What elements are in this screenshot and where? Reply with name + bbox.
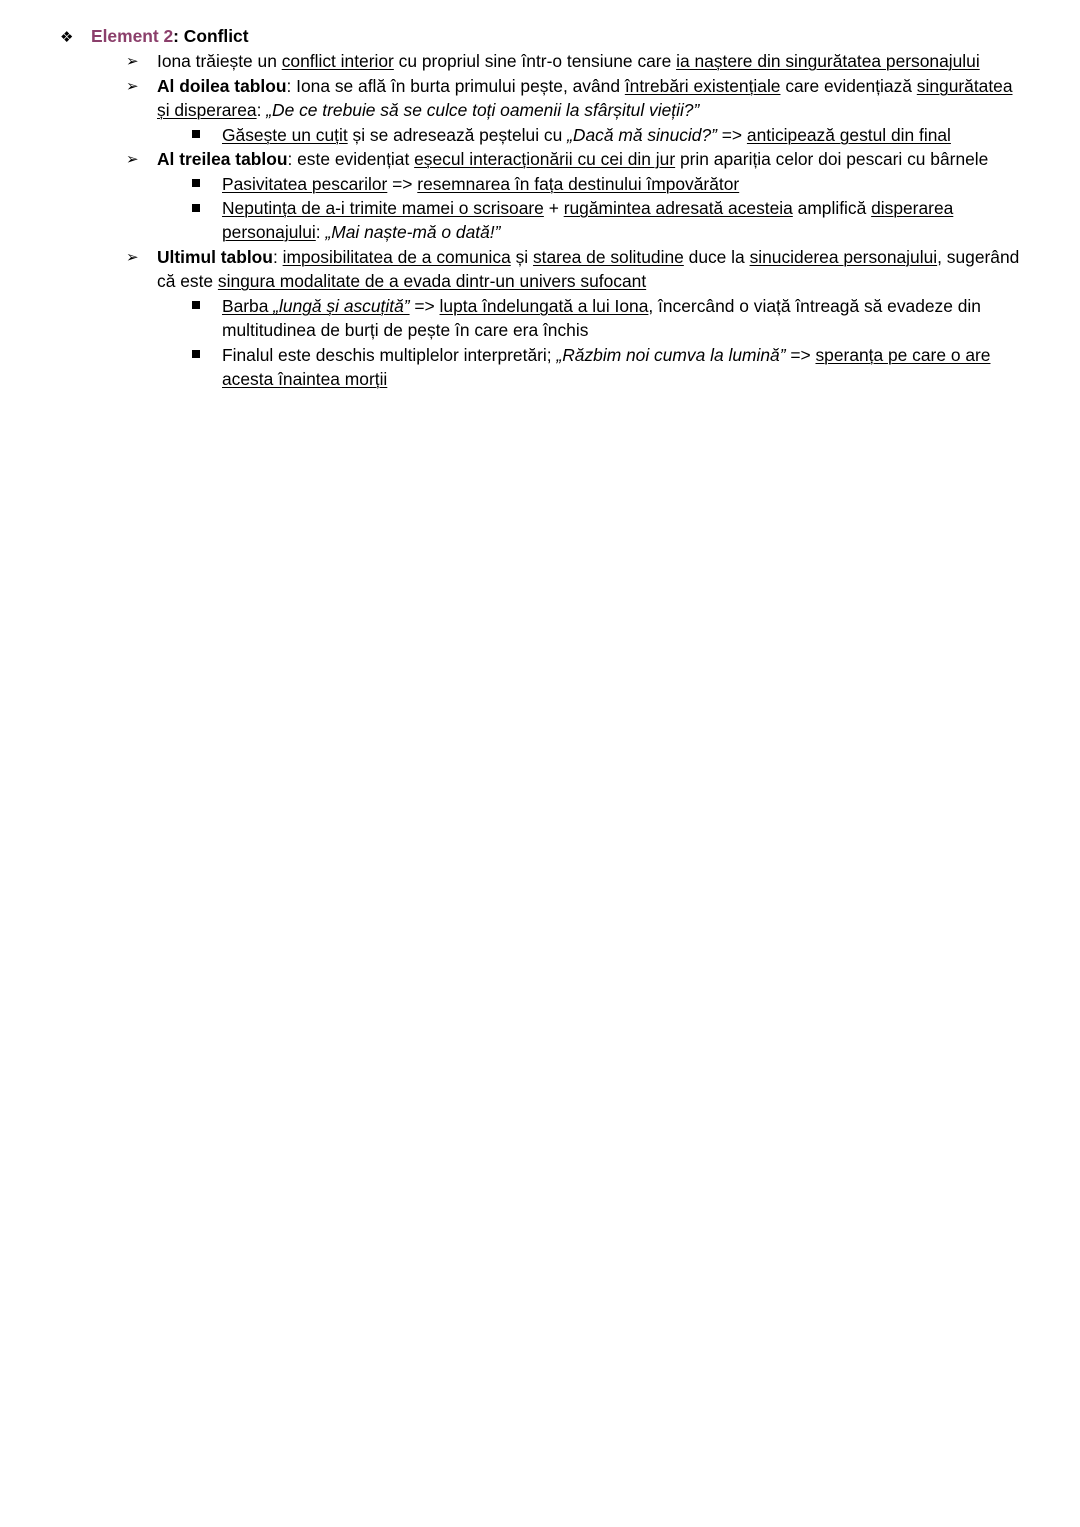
- text-run: =>: [716, 125, 747, 145]
- sub-list-item: [222, 343, 990, 367]
- underlined-phrase: Pasivitatea pescarilor: [222, 174, 388, 194]
- text-run: :: [272, 247, 283, 267]
- underlined-phrase: și disperarea: [157, 100, 257, 120]
- underlined-phrase: singurătatea: [916, 76, 1013, 96]
- text-run: , încercând o viață întreagă să evadeze din: [648, 296, 981, 316]
- square-bullet-icon: [192, 179, 200, 187]
- underlined-phrase: singura modalitate de a evada dintr-un univers sufocant: [217, 271, 647, 291]
- text-run: : este evidențiat: [287, 149, 415, 169]
- text-run: : Iona se află în burta primului pește, având: [286, 76, 625, 96]
- underlined-phrase: disperarea: [871, 198, 954, 218]
- quote: „lungă și ascuțită”: [273, 296, 410, 316]
- text-run: că este: [157, 271, 218, 291]
- section-title-rest: : Conflict: [173, 26, 249, 46]
- sub-list-item: [222, 294, 981, 318]
- underlined-phrase: resemnarea în fața destinului împovărător: [417, 174, 740, 194]
- sub-list-item: [222, 123, 951, 147]
- underlined-phrase: Găsește un cuțit: [222, 125, 348, 145]
- underlined-phrase: Neputința de a-i trimite mamei o scrisoare: [222, 198, 544, 218]
- square-bullet-icon: [192, 130, 200, 138]
- diamond-bullet-icon: ❖: [60, 29, 74, 46]
- sub-list-item-continuation: [222, 318, 588, 342]
- list-item: [157, 245, 1019, 269]
- section-title-accent: Element 2: [91, 26, 174, 46]
- underlined-phrase: ia naștere din singurătatea personajului: [676, 51, 980, 71]
- list-item: [157, 147, 988, 171]
- square-bullet-icon: [192, 301, 200, 309]
- list-item: [157, 49, 980, 73]
- underlined-phrase: conflict interior: [281, 51, 394, 71]
- sub-list-item-continuation: [222, 220, 500, 244]
- text-run: :: [315, 222, 326, 242]
- text-run: :: [256, 100, 267, 120]
- list-item-continuation: [157, 269, 646, 293]
- underlined-phrase: sinuciderea personajului: [749, 247, 938, 267]
- square-bullet-icon: [192, 350, 200, 358]
- list-item: [157, 74, 1013, 98]
- text-run: =>: [387, 174, 418, 194]
- underlined-phrase: lupta îndelungată a lui Iona: [439, 296, 649, 316]
- text-run: cu propriul sine într-o tensiune care: [393, 51, 677, 71]
- underlined-phrase: acesta înaintea morții: [222, 369, 388, 389]
- quote: „De ce trebuie să se culce toți oamenii la sfârșitul vieții?”: [266, 100, 700, 120]
- underlined-phrase: rugămintea adresată acesteia: [563, 198, 793, 218]
- underlined-phrase: starea de solitudine: [532, 247, 684, 267]
- text-run: și se adresează peștelui cu: [347, 125, 568, 145]
- sub-list-item: [222, 172, 739, 196]
- tableau-label: Al doilea tablou: [157, 76, 287, 96]
- underlined-phrase: personajului: [222, 222, 316, 242]
- list-item-continuation: [157, 98, 699, 122]
- text-run: amplifică: [792, 198, 872, 218]
- text-run: care evidențiază: [780, 76, 917, 96]
- text-run: =>: [409, 296, 440, 316]
- text-run: și: [510, 247, 533, 267]
- underlined-phrase: întrebări existențiale: [624, 76, 781, 96]
- arrow-bullet-icon: ➢: [126, 78, 139, 95]
- square-bullet-icon: [192, 204, 200, 212]
- tableau-label: Al treilea tablou: [157, 149, 288, 169]
- quote: „Răzbim noi cumva la lumină”: [556, 345, 786, 365]
- text-run: duce la: [683, 247, 750, 267]
- arrow-bullet-icon: ➢: [126, 53, 139, 70]
- text-run: , sugerând: [937, 247, 1020, 267]
- underlined-phrase: anticipează gestul din final: [746, 125, 951, 145]
- underlined-phrase: speranța pe care o are: [815, 345, 991, 365]
- text-run: +: [543, 198, 564, 218]
- underlined-phrase: Barba: [222, 296, 274, 316]
- text-run: Finalul este deschis multiplelor interpretări;: [222, 345, 557, 365]
- text-run: prin apariția celor doi pescari cu bârnele: [675, 149, 989, 169]
- underlined-phrase: eșecul interacționării cu cei din jur: [414, 149, 676, 169]
- tableau-label: Ultimul tablou: [157, 247, 273, 267]
- text-run: =>: [785, 345, 816, 365]
- sub-list-item: [222, 196, 953, 220]
- sub-list-item-continuation: [222, 367, 387, 391]
- arrow-bullet-icon: ➢: [126, 151, 139, 168]
- quote: „Dacă mă sinucid?”: [567, 125, 717, 145]
- section-title: [91, 24, 249, 48]
- arrow-bullet-icon: ➢: [126, 249, 139, 266]
- text-run: multitudinea de burți de pește în care era închis: [222, 320, 589, 340]
- underlined-phrase: imposibilitatea de a comunica: [282, 247, 511, 267]
- quote: „Mai naște-mă o dată!”: [325, 222, 501, 242]
- text-run: Iona trăiește un: [157, 51, 282, 71]
